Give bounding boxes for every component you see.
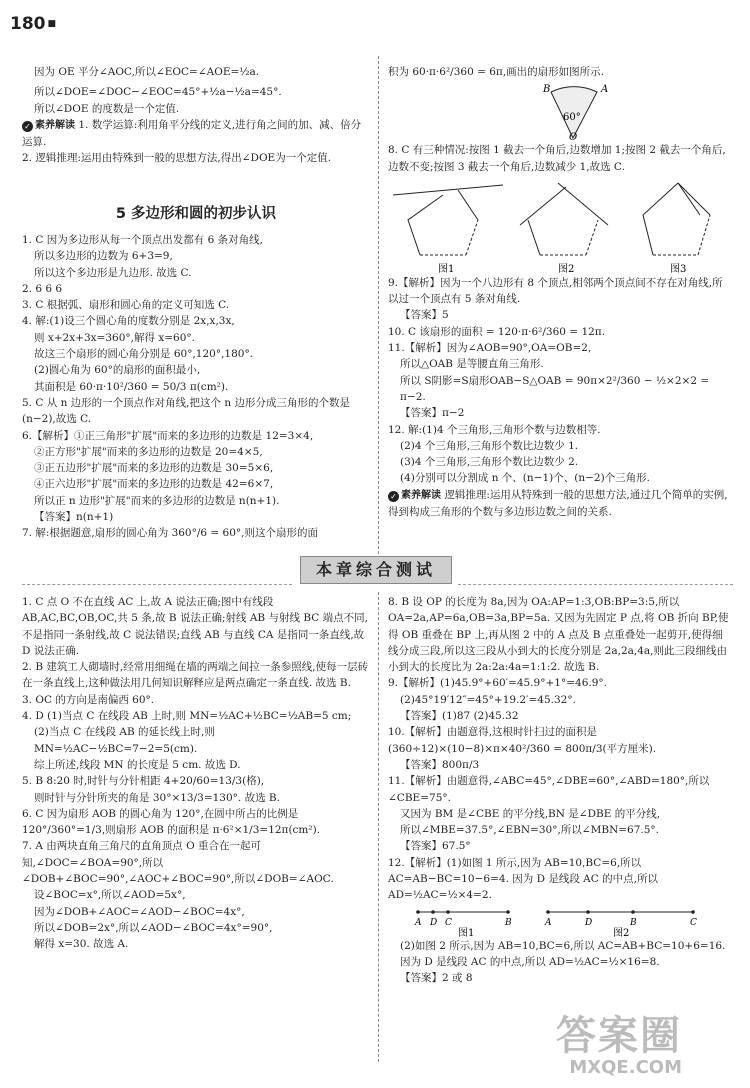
answer-line: 【答案】π−2 [400, 407, 465, 420]
answer-line: 10. C 该扇形的面积 = 120·π·6²/360 = 12π. [388, 325, 606, 338]
page-number: 180 ■ [10, 14, 57, 34]
literacy-tag: 素养解读 [35, 119, 75, 131]
test-left-answers [22, 594, 370, 953]
answer-line: 2. B 建筑工人砌墙时,经常用细绳在墙的两端之间拉一条参照线,使每一层砖在一条直线上,这种做法用几何知识解释应是两点确定一条直线. 故选 B. [22, 661, 369, 690]
label-o: O [569, 132, 578, 141]
segment-figures [388, 904, 733, 938]
answer-line: 6.【解析】①正三角形"扩展"而来的多边形的边数是 12=3×4, [22, 429, 314, 442]
literacy-text: 2. 逻辑推理:运用由特殊到一般的思想方法,得出∠DOE为一个定值. [22, 152, 332, 165]
segment-point [586, 910, 590, 914]
literacy-tag: 素养解读 [401, 489, 441, 501]
answer-line: 3. C 根据弧、扇形和圆心角的定义可知选 C. [22, 299, 230, 312]
figure-1 [393, 185, 503, 255]
test-right-answers [388, 594, 733, 987]
answer-line: 4. 解:(1)设三个圆心角的度数分别是 2x,x,3x, [22, 315, 235, 328]
answer-line: 3. OC 的方向是南偏西 60°. [22, 693, 155, 706]
answer-line: 【答案】67.5° [400, 840, 471, 853]
answer-line: 设∠BOC=x°,所以∠AOD=5x°, [34, 889, 186, 902]
answer-line: 综上所述,线段 MN 的长度是 5 cm. 故选 D. [34, 758, 241, 771]
answer-line: ②正方形"扩展"而来的多边形的边数是 20=4×5, [34, 445, 263, 458]
literacy-note [22, 117, 370, 151]
answer-line: ④正六边形"扩展"而来的多边形的边数是 42=6×7, [34, 478, 274, 491]
answer-line: 1. C 因为多边形从每一个顶点出发都有 6 条对角线, [22, 234, 263, 246]
answer-line: 则时针与分针所夹的角是 30°×13/3=130°. 故选 B. [34, 791, 280, 804]
text-line: 所以∠DOE=∠DOC−∠EOC=45°+½a−½a=45°. [34, 86, 282, 99]
text-line: 8. C 有三种情况:按图 1 截去一个角后,边数增加 1;按图 2 截去一个角后,边数不变;按图 3 截去一个角后,边数减少 1,故选 C. [388, 144, 726, 173]
answer-line: 9.【解析】因为一个八边形有 8 个顶点,相邻两个顶点间不存在对角线,所以过一个顶点有 5 条对角线. [388, 276, 723, 306]
segment-point-label: D [430, 917, 438, 928]
segment-point [631, 910, 635, 914]
answer-line: 所以△OAB 是等腰直角三角形. [400, 358, 544, 371]
answer-line: (2)当点 C 在线段 AB 的延长线上时,则 MN=½AC−½BC=7−2=5(cm). [34, 726, 215, 755]
answer-line: 5. C 从 n 边形的一个顶点作对角线,把这个 n 边形分成三角形的个数是(n−2),故选 C. [22, 396, 350, 426]
figure-2 [520, 183, 608, 255]
answer-line: 所以∠DOB=2x°,所以∠AOD−∠BOC=4x°=90°, [34, 921, 273, 934]
answer-line: 【答案】n(n+1) [34, 511, 114, 524]
caption-fig1: 图1 [438, 263, 455, 275]
literacy-text: 1. 数学运算:利用角平分线的定义,进行角之间的加、减、倍分运算. [22, 118, 362, 149]
answer-line: 所以∠MBE=37.5°,∠EBN=30°,所以∠MBN=67.5°. [400, 824, 660, 837]
column-divider-top [378, 56, 379, 554]
literacy-note [388, 487, 733, 521]
segment-point [546, 910, 550, 914]
watermark [556, 1004, 682, 1078]
answer-line: (2)圆心角为 60°的扇形的面积最小, [34, 364, 201, 377]
label-b: B [543, 84, 551, 96]
answer-line: 2. 6 6 6 [22, 282, 63, 295]
answer-line: 5. B 8:20 时,时针与分针相距 4+20/60=13/3(格), [22, 775, 265, 788]
answer-line: (2)4 个三角形,三角形个数比边数少 1. [400, 439, 579, 452]
answer-line: 解得 x=30. 故选 A. [34, 938, 129, 951]
figure-3 [643, 183, 710, 255]
banner-rule-left [22, 584, 292, 585]
segment-point [416, 910, 420, 914]
answer-line: 8. B 设 OP 的长度为 8a,因为 OA:AP=1:3,OB:BP=3:5,所以 OA=2a,AP=6a,OB=3a,BP=5a. 又因为先固定 P 点,将 OB 折向 BP,使得 OB 重叠在 BP 上,再从图 2 中的 A 点及 B 点重叠处一起剪开,使得细线分成三段,所以这三段从小到大的长度分别是 2a,2a,4a,则此三段细线由小到大的长度比为 2a:2a:4a=1:1:2. 故选 B. [388, 596, 729, 674]
label-a: A [601, 84, 609, 96]
answer-line: (3)4 个三角形,三角形个数比边数少 2. [400, 456, 579, 469]
page-number-mark: ■ [47, 19, 57, 29]
answer-line: 其面积是 60·π·10²/360 = 50/3 π(cm²). [34, 380, 229, 393]
segment-point [691, 910, 695, 914]
check-icon: ✓ [22, 121, 33, 132]
right-top-block [388, 64, 733, 520]
answer-line: 4. D (1)当点 C 在线段 AB 上时,则 MN=½AC+½BC=½AB=5 cm; [22, 710, 352, 723]
answer-line: 1. C 点 O 不在直线 AC 上,故 A 说法正确;图中有线段 AB,AC,BC,OB,OC,共 5 条,故 B 说法正确;射线 AB 与射线 BC 端点不同,不是指同一条射线,故 C 说法错误;直线 AB 与直线 CA 是指同一条直线,故 D 说法正确. [22, 596, 368, 657]
watermark-url: MXQE.COM [569, 1057, 682, 1078]
section5-answers [22, 232, 370, 542]
segment-point-label: A [415, 917, 422, 928]
segment-point-label: B [630, 917, 637, 928]
caption-seg-fig2: 图2 [613, 927, 630, 938]
check-icon: ✓ [388, 491, 399, 502]
answer-line: 【答案】(1)87 (2)45.32 [400, 710, 519, 723]
answer-line: ③正五边形"扩展"而来的多边形的边数是 30=5×6, [34, 462, 274, 475]
watermark-logo: 答案圈 [556, 1013, 682, 1059]
answer-line: 7. 解:根据题意,扇形的圆心角为 360°/6 = 60°,则这个扇形的面 [22, 527, 318, 540]
caption-seg-fig1: 图1 [458, 927, 475, 938]
answer-line: 11.【解析】因为∠AOB=90°,OA=OB=2, [388, 342, 592, 355]
answer-line: 故这三个扇形的圆心角分别是 60°,120°,180°. [34, 348, 254, 361]
segment-point [431, 910, 435, 914]
answer-line: 又因为 BM 是∠CBE 的平分线,BN 是∠DBE 的平分线, [400, 807, 661, 820]
answer-line: 则 x+2x+3x=360°,解得 x=60°. [34, 331, 195, 344]
segment-point-label: A [545, 917, 552, 928]
section-title: 5 多边形和圆的初步认识 [115, 206, 277, 222]
answer-line: (2)如图 2 所示,因为 AB=10,BC=6,所以 AC=AB+BC=10+6=16. 因为 D 是线段 AC 的中点,所以 AD=½AC=½×16=8. [400, 939, 726, 968]
answer-line: 【答案】5 [400, 309, 449, 322]
answer-line: 9.【解析】(1)45.9°+60′=45.9°+1°=46.9°. [388, 677, 607, 690]
answer-line: 所以正 n 边形"扩展"而来的多边形的边数是 n(n+1). [34, 494, 280, 507]
text-line: 积为 60·π·6²/360 = 6π,画出的扇形如图所示. [388, 66, 604, 78]
answer-line: (4)分别可以分割成 n 个、(n−1)个、(n−2)个三角形. [400, 472, 651, 485]
angle-label: 60° [563, 112, 581, 124]
answer-line: 12. 解:(1)4 个三角形,三角形个数与边数相等. [388, 423, 601, 436]
answer-line: 11.【解析】由题意得,∠ABC=45°,∠DBE=60°,∠ABD=180°,所以∠CBE=75°. [388, 775, 710, 804]
literacy-text: 逻辑推理:运用从特殊到一般的思想方法,通过几个简单的实例,得到构成三角形的个数与多边形边数之间的关系. [388, 488, 728, 519]
answer-line: 10.【解析】由题意得,这根时针扫过的面积是 (360÷12)×(10−8)×π×40²/360 = 800π/3(平方厘米). [388, 726, 657, 755]
segment-point [506, 910, 510, 914]
polygon-figures [388, 175, 733, 275]
answer-line: 【答案】2 或 8 [400, 972, 473, 985]
segment-point [446, 910, 450, 914]
answer-line: 【答案】800π/3 [400, 758, 480, 771]
answer-line: 所以 S阴影=S扇形OAB−S△OAB = 90π×2²/360 − ½×2×2 = π−2. [400, 374, 710, 403]
answer-line: 所以多边形的边数为 6+3=9, [34, 250, 173, 263]
segment-point-label: C [445, 917, 452, 928]
segment-point-label: D [585, 917, 593, 928]
caption-fig3: 图3 [670, 263, 687, 275]
text-line: 因为 OE 平分∠AOC,所以∠EOC=∠AOE=½a. [34, 66, 260, 78]
column-divider-bottom [378, 592, 379, 1062]
chapter-banner: 本章综合测试 [300, 556, 452, 584]
segment-point-label: B [505, 917, 512, 928]
answer-line: (2)45°19′12″=45°+19.2′=45.32°. [400, 693, 576, 706]
answer-line: 因为∠DOB+∠AOC=∠AOD−∠BOC=4x°, [34, 905, 245, 918]
sector-figure [523, 80, 623, 140]
answer-line: 6. C 因为扇形 AOB 的圆心角为 120°,在圆中所占的比例是 120°/360°=1/3,则扇形 AOB 的面积是 π·6²×1/3=12π(cm²). [22, 807, 321, 837]
answer-line: 所以这个多边形是九边形. 故选 C. [34, 266, 192, 279]
text-line: 所以∠DOE 的度数是一个定值. [34, 102, 180, 115]
banner-rule-right [458, 584, 733, 585]
segment-point-label: C [690, 917, 697, 928]
answer-line: 7. A 由两块直角三角尺的直角顶点 O 重合在一起可知,∠DOC=∠BOA=90°,所以∠DOB+∠BOC=90°,∠AOC+∠BOC=90°,所以∠DOB=∠AOC. [22, 840, 334, 886]
left-top-block [22, 64, 370, 167]
caption-fig2: 图2 [558, 263, 575, 275]
answer-line: 12.【解析】(1)如图 1 所示,因为 AB=10,BC=6,所以 AC=AB−BC=10−6=4. 因为 D 是线段 AC 的中点,所以 AD=½AC=½×4=2. [388, 856, 658, 902]
